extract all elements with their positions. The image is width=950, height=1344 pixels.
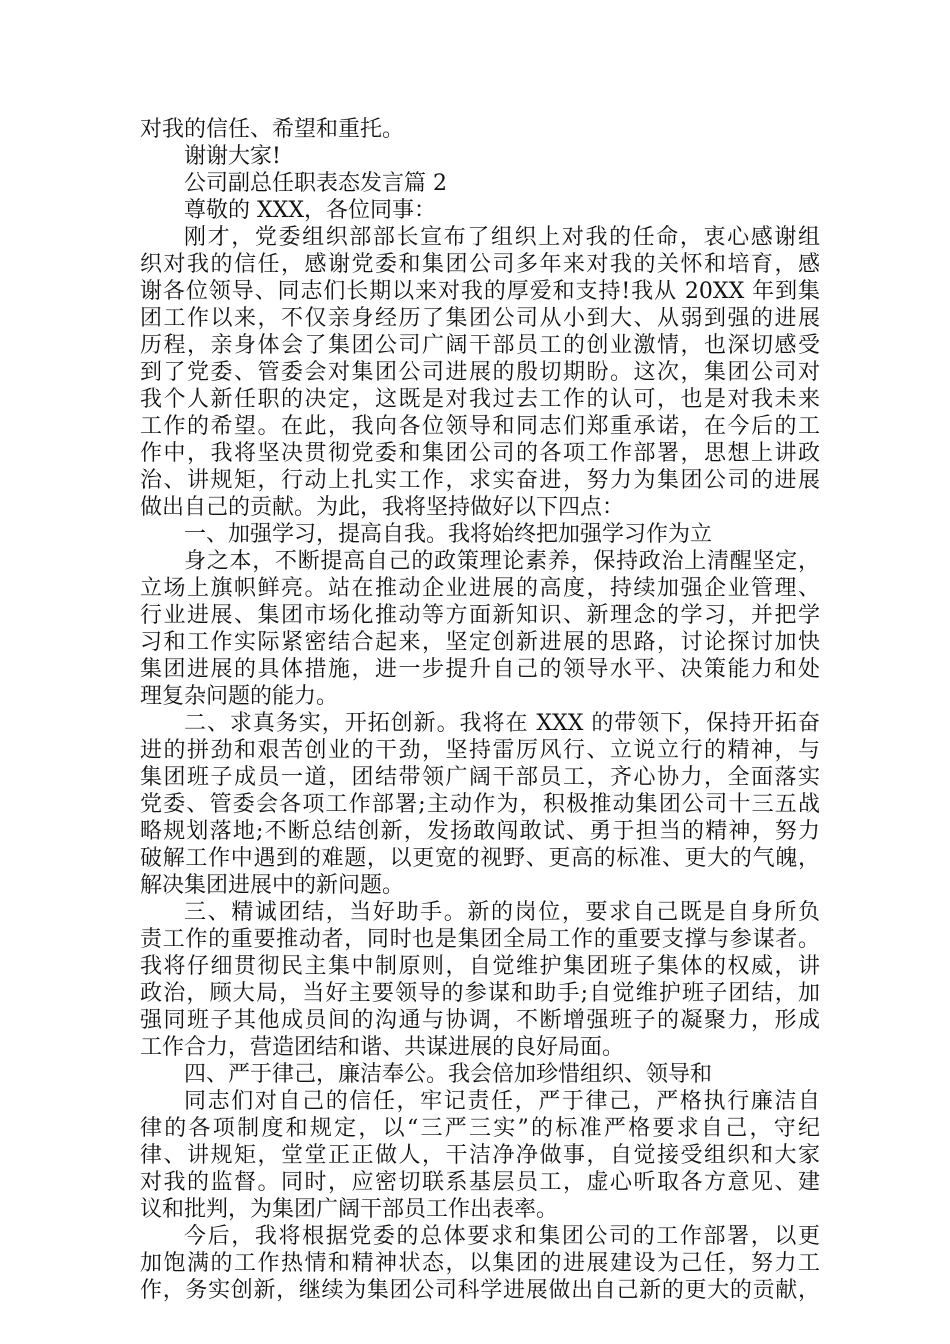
- text-line: 我将仔细贯彻民主集中制原则，自觉维护集团班子集体的权威，讲: [140, 954, 820, 979]
- text-line: 历程，亲身体会了集团公司广阔干部员工的创业激情，也深切感受: [140, 333, 820, 358]
- text-line: 做出自己的贡献。为此，我将坚持做好以下四点：: [140, 495, 625, 520]
- text-line: 议和批判，为集团广阔干部员工作出表率。: [140, 1197, 559, 1222]
- text-line: 加饱满的工作热情和精神状态，以集团的进展建设为己任，努力工: [140, 1251, 820, 1276]
- text-line: 同志们对自己的信任，牢记责任，严于律己，严格执行廉洁自: [184, 1089, 820, 1114]
- text-line: 公司副总任职表态发言篇 2: [184, 171, 447, 196]
- text-line: 理复杂问题的能力。: [140, 684, 339, 709]
- text-line: 责工作的重要推动者，同时也是集团全局工作的重要支撑与参谋者。: [140, 927, 820, 952]
- text-line: 治、讲规矩，行动上扎实工作，求实奋进，努力为集团公司的进展: [140, 468, 820, 493]
- text-line: 立场上旗帜鲜亮。站在推动企业进展的高度，持续加强企业管理、: [140, 576, 820, 601]
- text-line: 解决集团进展中的新问题。: [140, 873, 405, 898]
- text-line: 尊敬的 XXX，各位同事：: [184, 198, 436, 223]
- text-line: 四、严于律己，廉洁奉公。我会倍加珍惜组织、领导和: [184, 1062, 713, 1087]
- text-line: 强同班子其他成员间的沟通与协调，不断增强班子的凝聚力，形成: [140, 1008, 820, 1033]
- text-line: 刚才，党委组织部部长宣布了组织上对我的任命，衷心感谢组: [184, 225, 820, 250]
- text-line: 工作合力，营造团结和谐、共谋进展的良好局面。: [140, 1035, 625, 1060]
- text-line: 政治，顾大局，当好主要领导的参谋和助手;自觉维护班子团结，加: [140, 981, 820, 1006]
- text-line: 团工作以来，不仅亲身经历了集团公司从小到大、从弱到强的进展: [140, 306, 820, 331]
- text-line: 作中，我将坚决贯彻党委和集团公司的各项工作部署，思想上讲政: [140, 441, 820, 466]
- text-line: 习和工作实际紧密结合起来，坚定创新进展的思路，讨论探讨加快: [140, 630, 820, 655]
- text-line: 一、加强学习，提高自我。我将始终把加强学习作为立: [184, 522, 713, 547]
- text-line: 织对我的信任，感谢党委和集团公司多年来对我的关怀和培育，感: [140, 252, 820, 277]
- text-line: 我个人新任职的决定，这既是对我过去工作的认可，也是对我未来: [140, 387, 820, 412]
- document-body: [140, 116, 820, 1304]
- text-line: 今后，我将根据党委的总体要求和集团公司的工作部署，以更: [184, 1224, 820, 1249]
- text-line: 破解工作中遇到的难题，以更宽的视野、更高的标准、更大的气魄，: [140, 846, 820, 871]
- text-line: 到了党委、管委会对集团公司进展的殷切期盼。这次，集团公司对: [140, 360, 820, 385]
- text-line: 律、讲规矩，堂堂正正做人，干洁净净做事，自觉接受组织和大家: [140, 1143, 820, 1168]
- text-line: 集团进展的具体措施，进一步提升自己的领导水平、决策能力和处: [140, 657, 820, 682]
- text-line: 行业进展、集团市场化推动等方面新知识、新理念的学习，并把学: [140, 603, 820, 628]
- text-line: 党委、管委会各项工作部署;主动作为，积极推动集团公司十三五战: [140, 792, 820, 817]
- text-line: 略规划落地;不断总结创新，发扬敢闯敢试、勇于担当的精神，努力: [140, 819, 820, 844]
- text-line: 三、精诚团结，当好助手。新的岗位，要求自己既是自身所负: [184, 900, 820, 925]
- text-line: 进的拼劲和艰苦创业的干劲，坚持雷厉风行、立说立行的精神，与: [140, 738, 820, 763]
- text-line: 律的各项制度和规定，以“三严三实”的标准严格要求自己，守纪: [140, 1116, 820, 1141]
- text-line: 作，务实创新，继续为集团公司科学进展做出自己新的更大的贡献，: [140, 1278, 820, 1303]
- text-line: 工作的希望。在此，我向各位领导和同志们郑重承诺，在今后的工: [140, 414, 820, 439]
- text-line: 身之本，不断提高自己的政策理论素养，保持政治上清醒坚定，: [184, 549, 820, 574]
- text-line: 对我的信任、希望和重托。: [140, 117, 405, 142]
- text-line: 二、求真务实，开拓创新。我将在 XXX 的带领下，保持开拓奋: [184, 711, 820, 736]
- text-line: 对我的监督。同时，应密切联系基层员工，虚心听取各方意见、建: [140, 1170, 820, 1195]
- text-line: 谢各位领导、同志们长期以来对我的厚爱和支持!我从 20XX 年到集: [140, 279, 820, 304]
- text-line: 谢谢大家!: [184, 144, 281, 169]
- text-line: 集团班子成员一道，团结带领广阔干部员工，齐心协力，全面落实: [140, 765, 820, 790]
